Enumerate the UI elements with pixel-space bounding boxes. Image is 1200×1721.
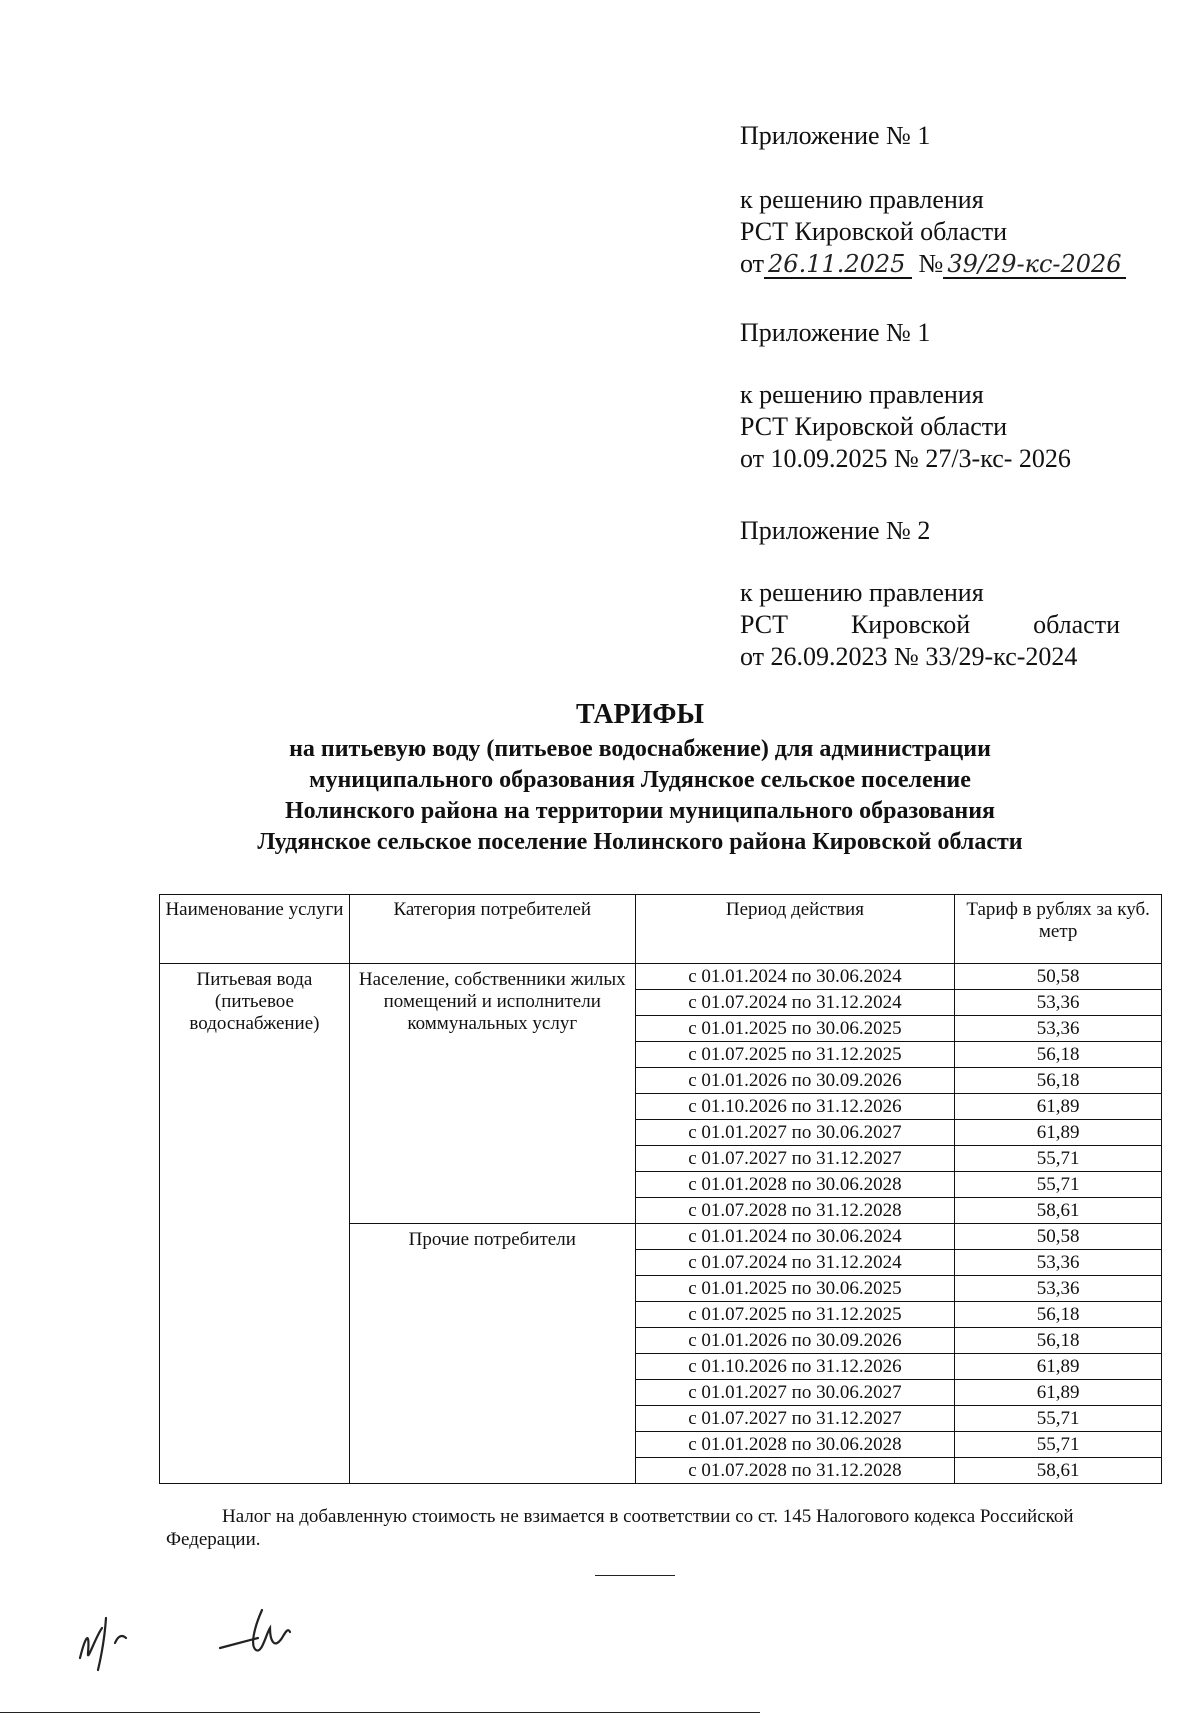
tariff-cell: 61,89 [955,1120,1162,1146]
header-service: Наименование услуги [160,895,350,964]
document-title: ТАРИФЫ [576,699,704,730]
appendix-line: РСТ Кировской области [740,412,1008,441]
signature-mark-right [210,1598,320,1668]
document-subtitle [110,734,1170,858]
appendix-word: РСТ [740,610,789,639]
separator-line [595,1575,675,1576]
tariff-cell: 61,89 [955,1354,1162,1380]
subtitle-line: Лудянское сельское поселение Нолинского района Кировской области [257,829,1023,855]
tariff-cell: 53,36 [955,1276,1162,1302]
tariff-cell: 58,61 [955,1458,1162,1484]
appendix-block-2 [740,317,1120,475]
header-tariff: Тариф в рублях за куб. метр [955,895,1162,964]
tariff-cell: 61,89 [955,1380,1162,1406]
period-cell: с 01.07.2028 по 31.12.2028 [635,1198,955,1224]
period-cell: с 01.01.2028 по 30.06.2028 [635,1172,955,1198]
subtitle-line: муниципального образования Лудянское сельское поселение [309,767,971,793]
tariff-cell: 53,36 [955,1016,1162,1042]
date-prefix: от [740,249,765,278]
appendix-line: РСТ Кировской области [740,217,1008,246]
period-cell: с 01.01.2027 по 30.06.2027 [635,1380,955,1406]
appendix-word: области [1033,610,1120,639]
tariff-cell: 53,36 [955,1250,1162,1276]
subtitle-line: Нолинского района на территории муниципального образования [284,798,996,824]
appendix-line: к решению правления [740,578,984,607]
appendix-line-justified [740,609,1120,641]
tariff-cell: 55,71 [955,1406,1162,1432]
period-cell: с 01.07.2027 по 31.12.2027 [635,1406,955,1432]
tariff-cell: 55,71 [955,1432,1162,1458]
tariff-cell: 56,18 [955,1068,1162,1094]
period-cell: с 01.10.2026 по 31.12.2026 [635,1354,955,1380]
period-cell: с 01.07.2025 по 31.12.2025 [635,1302,955,1328]
period-cell: с 01.01.2026 по 30.09.2026 [635,1328,955,1354]
period-cell: с 01.07.2024 по 31.12.2024 [635,990,955,1016]
tariff-cell: 58,61 [955,1198,1162,1224]
period-cell: с 01.07.2024 по 31.12.2024 [635,1250,955,1276]
vat-note: Налог на добавленную стоимость не взимается в соответствии со ст. 145 Налогового кодекса Российской Федерации. [166,1506,1074,1550]
table-header-row [160,895,1162,964]
tariff-cell: 55,71 [955,1146,1162,1172]
appendix-title: Приложение № 1 [740,121,931,150]
period-cell: с 01.10.2026 по 31.12.2026 [635,1094,955,1120]
appendix-title: Приложение № 1 [740,318,931,347]
period-cell: с 01.07.2025 по 31.12.2025 [635,1042,955,1068]
number-prefix: № [918,249,944,278]
consumer-category-cell: Население, собственники жилых помещений и исполнители коммунальных услуг [349,964,635,1224]
tariff-cell: 61,89 [955,1094,1162,1120]
tariff-cell: 56,18 [955,1328,1162,1354]
period-cell: с 01.01.2024 по 30.06.2024 [635,964,955,990]
table-row [160,964,1162,990]
period-cell: с 01.01.2027 по 30.06.2027 [635,1120,955,1146]
appendix-block-1 [740,120,1120,280]
period-cell: с 01.07.2028 по 31.12.2028 [635,1458,955,1484]
tariff-cell: 53,36 [955,990,1162,1016]
period-cell: с 01.01.2025 по 30.06.2025 [635,1016,955,1042]
appendix-line: от 26.09.2023 № 33/29-кс-2024 [740,642,1078,671]
handwritten-number: 39/29-кс-2026 [943,251,1125,279]
document-heading [110,698,1170,858]
tariff-cell: 56,18 [955,1042,1162,1068]
tariff-table [159,894,1162,1484]
tariff-cell: 55,71 [955,1172,1162,1198]
subtitle-line: на питьевую воду (питьевое водоснабжение) для администрации [289,736,991,762]
appendix-line: от 10.09.2025 № 27/3-кс- 2026 [740,444,1071,473]
header-period: Период действия [635,895,955,964]
bottom-rule [0,1712,760,1713]
service-name-cell: Питьевая вода (питьевое водоснабжение) [160,964,350,1484]
period-cell: с 01.07.2027 по 31.12.2027 [635,1146,955,1172]
header-category: Категория потребителей [349,895,635,964]
tariff-table-body [160,964,1162,1484]
period-cell: с 01.01.2026 по 30.09.2026 [635,1068,955,1094]
appendix-title: Приложение № 2 [740,516,931,545]
period-cell: с 01.01.2025 по 30.06.2025 [635,1276,955,1302]
appendix-date-line [740,248,1120,280]
appendix-line: к решению правления [740,380,984,409]
tariff-cell: 50,58 [955,964,1162,990]
appendix-block-3 [740,515,1120,673]
period-cell: с 01.01.2028 по 30.06.2028 [635,1432,955,1458]
appendix-word: Кировской [850,610,971,639]
consumer-category-cell: Прочие потребители [349,1224,635,1484]
tariff-cell: 50,58 [955,1224,1162,1250]
tariff-cell: 56,18 [955,1302,1162,1328]
period-cell: с 01.01.2024 по 30.06.2024 [635,1224,955,1250]
signature-mark-left [60,1598,180,1678]
handwritten-date: 26.11.2025 [764,251,912,279]
appendix-line: к решению правления [740,185,984,214]
